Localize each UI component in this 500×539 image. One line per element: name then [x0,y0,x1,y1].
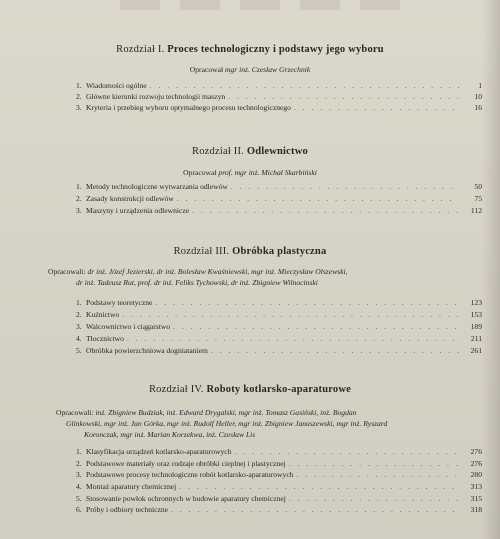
page-number: 315 [470,494,482,503]
toc-entry[interactable]: 5. Stosowanie powłok ochronnych w budowie aparatury chemicznej . . . 315 [76,493,482,504]
toc-entry[interactable]: 1. Metody technologiczne wytwarzania odlewów . . . 50 [76,181,482,192]
page-number: 1 [478,81,482,90]
leader-dots [297,469,460,480]
toc-entry[interactable]: 1. Podstawy teoretyczne . . . 123 [76,297,482,308]
chapter-4 [0,384,500,439]
page-number: 189 [470,322,482,331]
toc-entry[interactable]: 1. Klasyfikacja urządzeń kotlarsko-aparaturowych . . . 276 [76,446,482,457]
leader-dots [179,481,459,492]
toc-entry[interactable]: 2. Główne kierunki rozwoju technologii maszyn . . . 10 [76,91,482,102]
leader-dots [228,91,459,102]
leader-dots [122,309,459,320]
toc-entry[interactable]: 1. Wiadomości ogólne . . . 1 [76,80,482,91]
page-number: 16 [474,103,482,112]
page-number: 50 [474,182,482,191]
toc-entry[interactable]: 4. Tłocznictwo . . . 211 [76,333,482,344]
leader-dots [294,102,459,113]
page-number: 75 [474,194,482,203]
toc-entry[interactable]: 3. Maszyny i urządzenia odlewnicze . . . 112 [76,205,482,216]
leader-dots [127,333,459,344]
chapter-title: Proces technologiczny i podstawy jego wyboru [167,44,384,55]
page-number: 313 [470,482,482,491]
leader-dots [289,458,459,469]
leader-dots [192,205,459,216]
toc-entry[interactable]: 3. Kryteria i przebieg wyboru optymalnego procesu technologicznego . . . 16 [76,102,482,113]
toc-entry[interactable]: 2. Zasady konstrukcji odlewów . . . 75 [76,193,482,204]
leader-dots [171,504,459,515]
chapter-number: Rozdział IV. [148,384,204,395]
page-number: 261 [470,346,482,355]
chapter-number: Rozdział II. [192,146,244,157]
toc-entry[interactable]: 3. Podstawowe procesy technologiczne robót kotlarsko-aparaturowych . . . 280 [76,469,482,480]
leader-dots [173,321,459,332]
leader-dots [177,193,459,204]
chapter-heading [0,146,500,157]
page-number: 10 [474,92,482,101]
chapter-title: Roboty kotlarsko-aparaturowe [206,384,352,395]
chapter-number: Rozdział III. [173,246,230,257]
leader-dots [234,446,459,457]
chapter-authors: Opracowali: dr inż. Józef Jezierski, dr inż. Bolesław Kwaśniewski, mgr inż. Mieczysław Olszewski, dr inż. Tadeusz Rut, prof. dr inż. Feliks Tychowski, dr inż. Zbigniew Wilnocinski [48,267,348,287]
page-number: 153 [470,310,482,319]
toc-entry[interactable]: 3. Walcownictwo i ciągarstwo . . . 189 [76,321,482,332]
page-number: 280 [470,470,482,479]
chapter-heading [0,44,500,55]
chapter-title: Obróbka plastyczna [232,246,327,257]
chapter-authors: Opracowali: inż. Zbigniew Budziak, inż. Edward Drygalski, mgr inż. Tomasz Gasiński, inż. Bogdan Glinkowski, mgr inż. Jan Górka, mgr inż. Rudolf Heller, mgr inż. Zbigniew Januszewski, mgr inż. Ryszard Koronczak, mgr inż. Marian Korzekwa, inż. Czesław Lis [56,408,388,439]
chapter-heading [0,246,500,257]
bleed-through-text [120,0,410,10]
toc-entry[interactable]: 2. Podstawowe materiały oraz rodzaje obróbki cieplnej i plastycznej . . . 276 [76,458,482,469]
page-number: 276 [470,447,482,456]
page-number: 276 [470,459,482,468]
toc-entry[interactable]: 4. Montaż aparatury chemicznej . . . 313 [76,481,482,492]
chapter-heading [0,384,500,395]
toc-entry[interactable]: 6. Próby i odbiory techniczne . . . 318 [76,504,482,515]
chapter-authors: Opracował mgr inż. Czesław Grzechnik [189,65,311,74]
page-number: 211 [470,334,482,343]
leader-dots [211,345,459,356]
chapter-1 [0,44,500,74]
toc-entry[interactable]: 2. Kuźnictwo . . . 153 [76,309,482,320]
chapter-number: Rozdział I. [116,44,165,55]
chapter-3 [0,246,500,287]
page-number: 123 [470,298,482,307]
page-number: 318 [470,505,482,514]
page-number: 112 [470,206,482,215]
toc-entry[interactable]: 5. Obróbka powierzchniowa dogniataniem . . . 261 [76,345,482,356]
chapter-2 [0,146,500,177]
leader-dots [231,181,459,192]
leader-dots [289,493,459,504]
chapter-title: Odlewnictwo [246,146,308,157]
leader-dots [150,80,459,91]
chapter-authors: Opracował prof. mgr inż. Michał Skarbiński [183,168,317,177]
leader-dots [155,297,459,308]
